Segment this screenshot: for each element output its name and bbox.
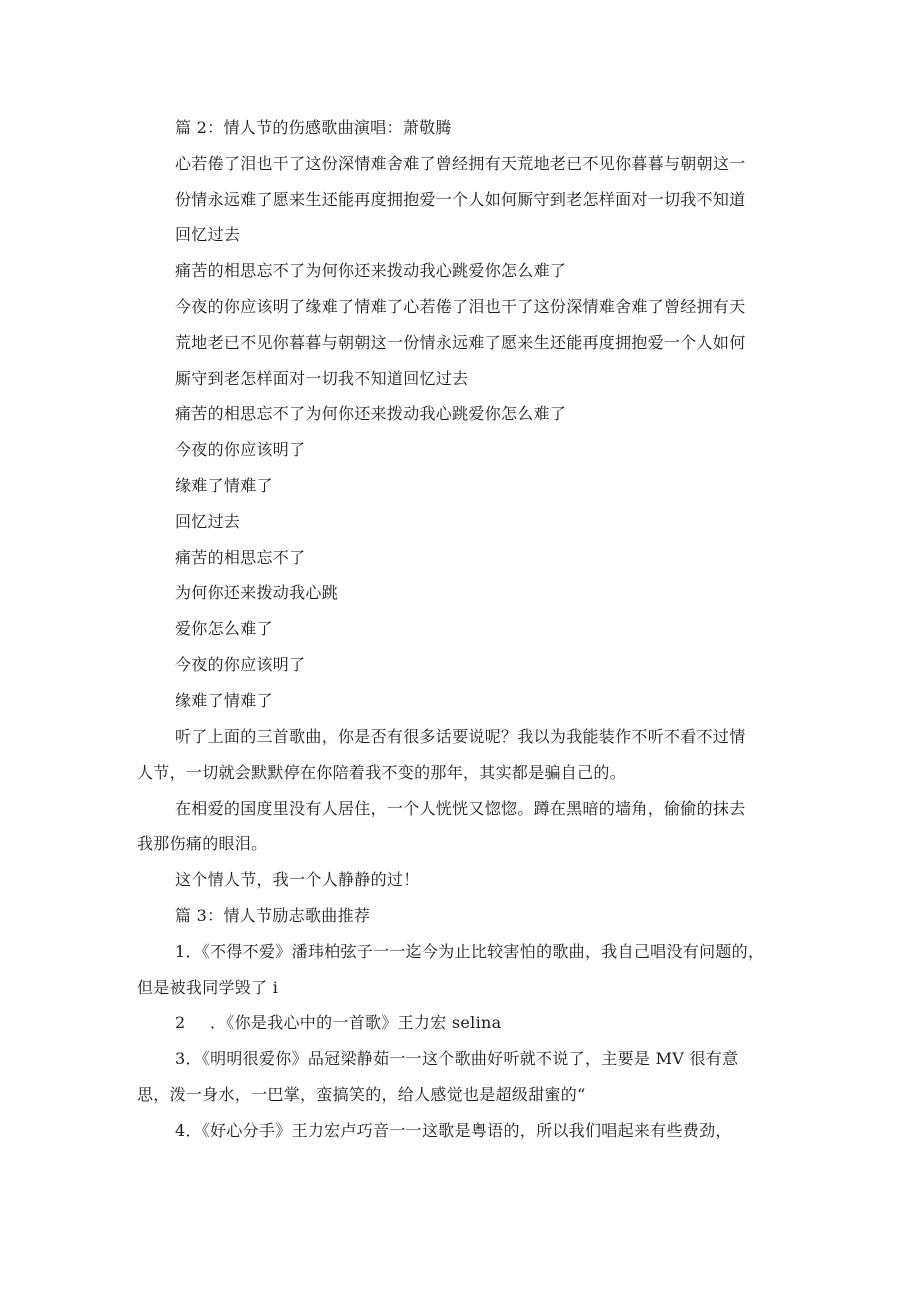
lyric-line: 今夜的你应该明了 xyxy=(175,440,306,459)
list-item-2-text: ．《你是我心中的一首歌》王力宏 selina xyxy=(210,1013,502,1032)
lyric-line: 回忆过去 xyxy=(175,512,241,531)
list-item-2-number: 2 xyxy=(175,1013,186,1032)
list-item-3-line-2: 思，泼一身水，一巴掌，蛮搞笑的，给人感觉也是超级甜蜜的“ xyxy=(137,1085,586,1104)
lyric-line: 缘难了情难了 xyxy=(175,691,273,710)
lyric-line: 痛苦的相思忘不了为何你还来拨动我心跳爱你怎么难了 xyxy=(175,261,567,280)
list-item-1-line-1: 1．《不得不爱》潘玮柏弦子一一迄今为止比较害怕的歌曲，我自己唱没有问题的， xyxy=(175,942,765,961)
section-2-title: 篇 2：情人节的伤感歌曲演唱：萧敬腾 xyxy=(175,118,452,137)
lyric-line: 为何你还来拨动我心跳 xyxy=(175,583,339,602)
lyric-line: 荒地老已不见你暮暮与朝朝这一份情永远难了愿来生还能再度拥抱爱一个人如何 xyxy=(175,333,746,352)
list-item-3-line-1: 3．《明明很爱你》品冠梁静茹一一这个歌曲好听就不说了，主要是 MV 很有意 xyxy=(175,1049,739,1068)
lyric-line: 心若倦了泪也干了这份深情难舍难了曾经拥有天荒地老已不见你暮暮与朝朝这一 xyxy=(175,154,746,173)
lyric-line: 今夜的你应该明了 xyxy=(175,655,306,674)
lyric-line: 份情永远难了愿来生还能再度拥抱爱一个人如何厮守到老怎样面对一切我不知道 xyxy=(175,190,746,209)
section-3-title: 篇 3：情人节励志歌曲推荐 xyxy=(175,906,371,925)
lyric-line: 回忆过去 xyxy=(175,225,241,244)
lyric-line: 痛苦的相思忘不了 xyxy=(175,548,306,567)
lyric-line: 痛苦的相思忘不了为何你还来拨动我心跳爱你怎么难了 xyxy=(175,404,567,423)
paragraph-2-line-2: 我那伤痛的眼泪。 xyxy=(137,834,268,853)
lyric-line: 厮守到老怎样面对一切我不知道回忆过去 xyxy=(175,369,469,388)
paragraph-1-line-1: 听了上面的三首歌曲，你是否有很多话要说呢？我以为我能装作不听不看不过情 xyxy=(175,727,746,746)
paragraph-2-line-1: 在相爱的国度里没有人居住，一个人恍恍又惚惚。蹲在黑暗的墙角，偷偷的抹去 xyxy=(175,799,746,818)
list-item-4-line-1: 4．《好心分手》王力宏卢巧音一一这歌是粤语的，所以我们唱起来有些费劲， xyxy=(175,1121,732,1140)
lyric-line: 爱你怎么难了 xyxy=(175,619,273,638)
paragraph-1-line-2: 人节，一切就会默默停在你陪着我不变的那年，其实都是骗自己的。 xyxy=(137,763,627,782)
lyric-line: 今夜的你应该明了缘难了情难了心若倦了泪也干了这份深情难舍难了曾经拥有天 xyxy=(175,297,746,316)
paragraph-3: 这个情人节，我一个人静静的过！ xyxy=(175,870,420,889)
lyric-line: 缘难了情难了 xyxy=(175,476,273,495)
list-item-1-line-2: 但是被我同学毁了 i xyxy=(137,978,279,997)
